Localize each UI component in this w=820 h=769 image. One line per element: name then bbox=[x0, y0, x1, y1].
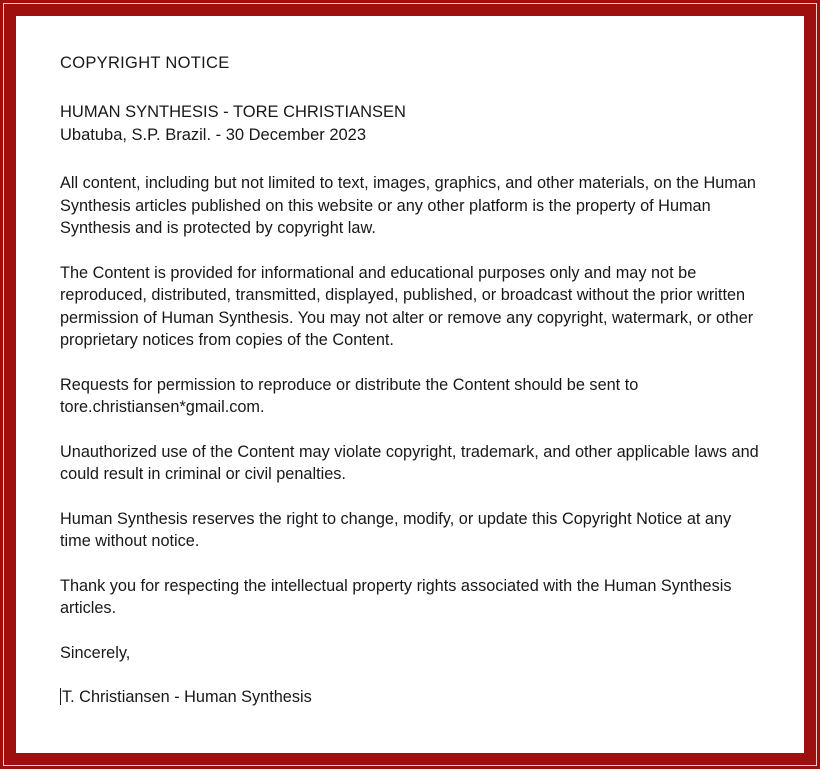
closing-salutation: Sincerely, bbox=[60, 643, 131, 662]
byline-author: HUMAN SYNTHESIS - TORE CHRISTIANSEN bbox=[60, 103, 406, 121]
paragraph-1: All content, including but not limited to text, images, graphics, and other materials, on the Human Synthesis articles published on this website or any other platform is the property of Human Synthesis and is protected by copyright law. bbox=[60, 174, 756, 237]
signature-line bbox=[60, 686, 760, 709]
paragraph-6: Thank you for respecting the intellectual property rights associated with the Human Synthesis articles. bbox=[60, 576, 732, 617]
document-frame bbox=[4, 4, 816, 765]
document-body bbox=[16, 16, 804, 753]
paragraph-5: Human Synthesis reserves the right to change, modify, or update this Copyright Notice at any time without notice. bbox=[60, 509, 732, 550]
text-cursor bbox=[60, 688, 61, 705]
document-page-border-inner bbox=[3, 3, 817, 766]
paragraph-4: Unauthorized use of the Content may violate copyright, trademark, and other applicable laws and could result in criminal or civil penalties. bbox=[60, 442, 759, 483]
page-title: COPYRIGHT NOTICE bbox=[60, 54, 230, 72]
signature-name: T. Christiansen - Human Synthesis bbox=[62, 688, 312, 706]
byline bbox=[60, 101, 760, 146]
paragraph-3: Requests for permission to reproduce or distribute the Content should be sent to tore.christiansen*gmail.com. bbox=[60, 375, 639, 416]
paragraph-2: The Content is provided for informational and educational purposes only and may not be reproduced, distributed, transmitted, displayed, published, or broadcast without the prior written permission of Human Synthesis. You may not alter or remove any copyright, watermark, or other proprietary notices from copies of the Content. bbox=[60, 263, 754, 349]
byline-location-date: Ubatuba, S.P. Brazil. - 30 December 2023 bbox=[60, 125, 367, 144]
